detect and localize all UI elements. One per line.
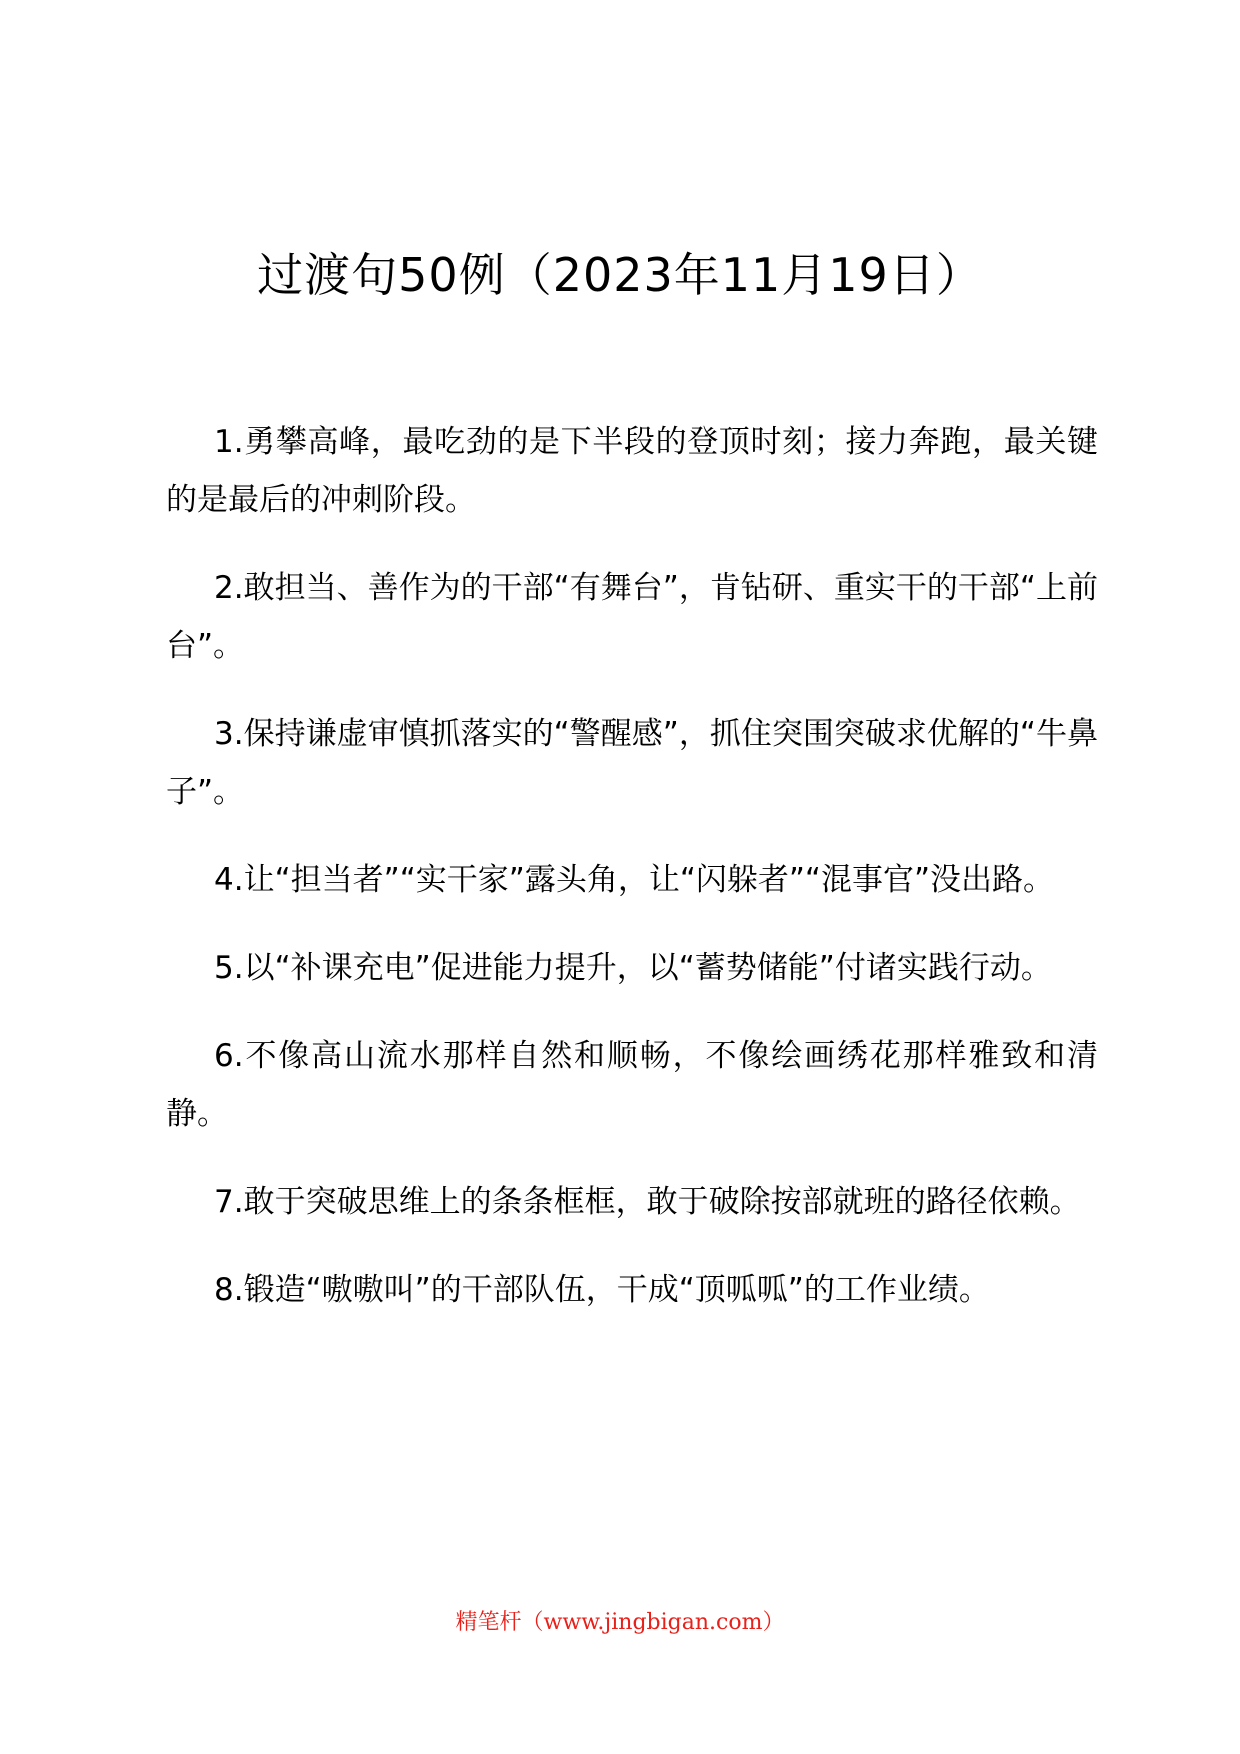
list-item: 2.敢担当、善作为的干部“有舞台”，肯钻研、重实干的干部“上前台”。 <box>166 570 1098 664</box>
list-item: 3.保持谦虚审慎抓落实的“警醒感”，抓住突围突破求优解的“牛鼻子”。 <box>166 716 1098 810</box>
example-list <box>166 413 1098 1349</box>
list-item: 1.勇攀高峰，最吃劲的是下半段的登顶时刻；接力奔跑，最关键的是最后的冲刺阶段。 <box>166 424 1098 518</box>
source-watermark: 精笔杆（www.jingbigan.com） <box>455 1610 785 1635</box>
list-item: 6.不像高山流水那样自然和顺畅，不像绘画绣花那样雅致和清静。 <box>166 1038 1098 1132</box>
list-item: 4.让“担当者”“实干家”露头角，让“闪躲者”“混事官”没出路。 <box>214 862 1055 898</box>
list-item: 5.以“补课充电”促进能力提升，以“蓄势储能”付诸实践行动。 <box>214 950 1052 986</box>
document-title: 过渡句50例（2023年11月19日） <box>257 248 983 302</box>
list-item: 8.锻造“嗷嗷叫”的干部队伍，干成“顶呱呱”的工作业绩。 <box>214 1272 990 1308</box>
list-item: 7.敢于突破思维上的条条框框，敢于破除按部就班的路径依赖。 <box>214 1184 1081 1220</box>
